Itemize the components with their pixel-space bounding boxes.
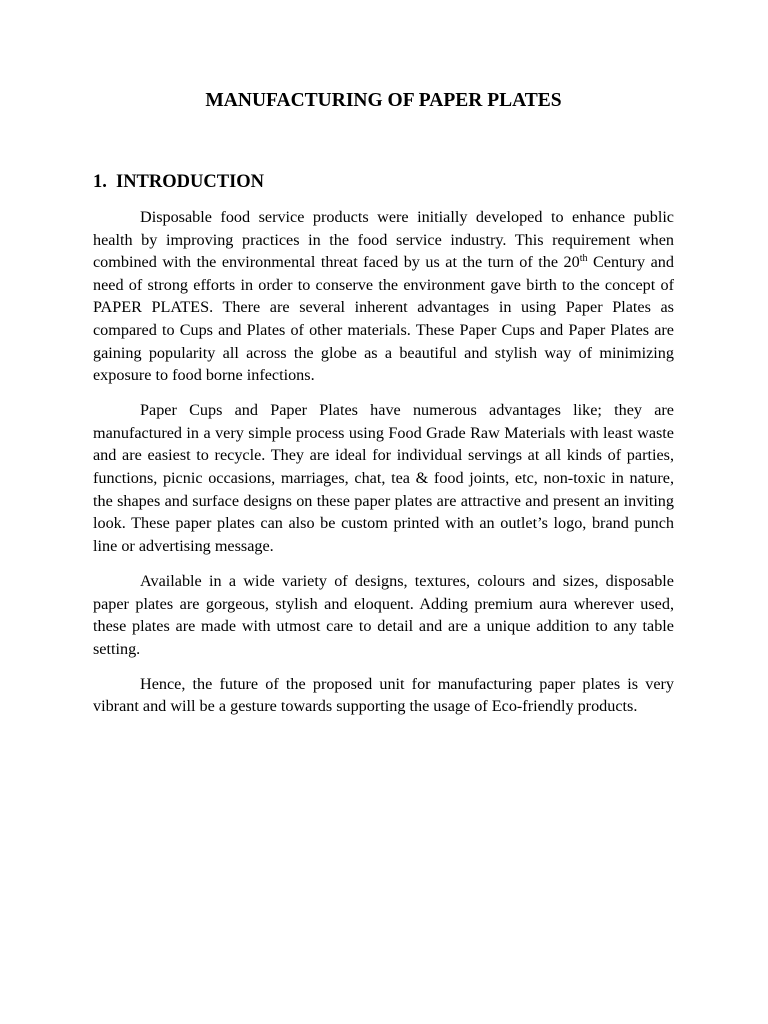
paragraph-3: Available in a wide variety of designs, textures, colours and sizes, disposable paper plates are gorgeous, stylish and eloquent. Adding premium aura wherever used, these plates are made with utmost care to detail and are a unique addition to any table setting. [93,571,674,658]
document-title: MANUFACTURING OF PAPER PLATES [205,90,562,111]
section-number: 1. [93,172,107,192]
paragraph-2: Paper Cups and Paper Plates have numerous advantages like; they are manufactured in a very simple process using Food Grade Raw Materials with least waste and are easiest to recycle. They are ideal for individual servings at all kinds of parties, functions, picnic occasions, marriages, chat, tea & food joints, etc, non-toxic in nature, the shapes and surface designs on these paper plates are attractive and present an inviting look. These paper plates can also be custom printed with an outlet’s logo, brand punch line or advertising message. [93,401,674,555]
paragraph-1 [93,206,674,387]
ordinal-suffix: th [579,253,588,265]
section-title: INTRODUCTION [116,172,265,192]
paragraph-1-text-end: Century and need of strong efforts in order to conserve the environment gave birth to the concept of PAPER PLATES. There are several inherent advantages in using Paper Plates as compared to Cups and Plates of other materials. These Paper Cups and Paper Plates are gaining popularity all across the globe as a beautiful and stylish way of minimizing exposure to food borne infections. [93,253,674,385]
section-body [93,206,674,730]
section-heading [93,170,264,194]
paragraph-1-text-start: Disposable food service products were initially developed to enhance public health by improving practices in the food service industry. This requirement when combined with the environmental threat faced by us at the turn of the 20 [93,208,674,272]
paragraph-4: Hence, the future of the proposed unit for manufacturing paper plates is very vibrant and will be a gesture towards supporting the usage of Eco-friendly products. [93,674,674,716]
